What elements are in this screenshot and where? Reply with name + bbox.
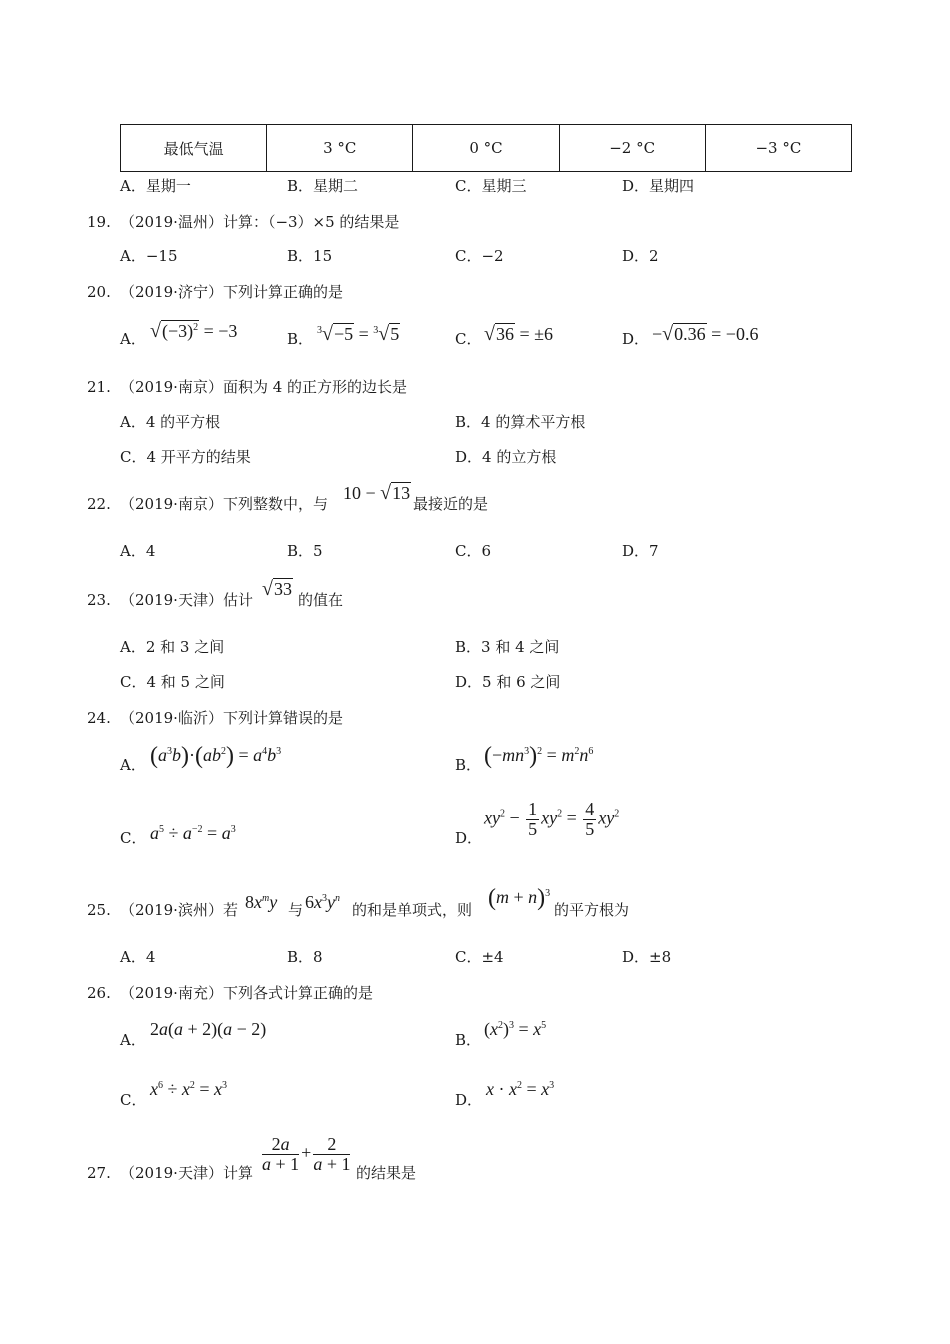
q20-label-b: B． [287, 330, 314, 348]
q25-option-a: A．4 [120, 948, 156, 966]
q27-formula: $\frac{2a}{a + 1}$ + $\frac{2}{a + 1}$ [262, 1134, 351, 1174]
table-row [121, 125, 852, 172]
q25-stem-d: 的平方根为 [554, 901, 630, 919]
q22-number: 22. [87, 495, 111, 513]
q23-option-a: A．2 和 3 之间 [120, 638, 225, 656]
q26-stem: （2019·南充）下列各式计算正确的是 [120, 984, 373, 1002]
q27-stem-b: 的结果是 [356, 1164, 417, 1182]
q24-formula-a: $(a^3b)\cdot(ab^2) = a^4b^3$ [150, 743, 282, 769]
q25-option-c: C．±4 [455, 948, 504, 966]
q24-label-b: B． [455, 756, 482, 774]
q24-formula-d: $xy^2$ − $\frac{1}{5}$ $xy^2$ = $\frac{4}{5}$ $xy^2$ [484, 799, 620, 839]
table-cell: −2 °C [559, 125, 705, 172]
q24-stem: （2019·临沂）下列计算错误的是 [120, 709, 343, 727]
q20-label-d: D． [622, 330, 650, 348]
q23-option-b: B．3 和 4 之间 [455, 638, 560, 656]
q25-stem-a: （2019·滨州）若 [120, 901, 238, 919]
q25-stem-c: 的和是单项式，则 [352, 901, 473, 919]
q25-formula-1: $8x^my$ [245, 892, 278, 912]
q26-formula-a: 2a(a + 2)(a − 2) [150, 1019, 267, 1039]
q24-formula-b: $(-mn^3)^2 = m^2n^6$ [484, 743, 594, 769]
q23-formula: √33 [262, 578, 292, 600]
temperature-table [120, 124, 852, 172]
q18-option-c: C．星期三 [455, 177, 527, 195]
q24-number: 24. [87, 709, 111, 727]
q19-number: 19. [87, 213, 111, 231]
q22-option-b: B．5 [287, 542, 323, 560]
q20-label-a: A． [120, 330, 146, 348]
q24-formula-c: $a^5 \div a^{-2} = a^3$ [150, 823, 236, 843]
q26-formula-d: $x \cdot x^2 = x^3$ [486, 1079, 555, 1099]
q20-number: 20. [87, 283, 111, 301]
q23-stem-after: 的值在 [298, 591, 344, 609]
q21-stem: （2019·南京）面积为 4 的正方形的边长是 [120, 378, 408, 396]
q23-option-d: D．5 和 6 之间 [455, 673, 561, 691]
q25-option-d: D．±8 [622, 948, 672, 966]
q20-stem: （2019·济宁）下列计算正确的是 [120, 283, 343, 301]
q21-option-a: A．4 的平方根 [120, 413, 221, 431]
q21-number: 21. [87, 378, 111, 396]
q25-formula-3: $(m + n)^3$ [488, 885, 551, 911]
q22-stem-before: （2019·南京）下列整数中，与 [120, 495, 328, 513]
q26-label-c: C． [120, 1091, 147, 1109]
q18-option-d: D．星期四 [622, 177, 695, 195]
q21-option-d: D．4 的立方根 [455, 448, 557, 466]
q19-option-d: D．2 [622, 247, 659, 265]
q26-label-a: A． [120, 1031, 146, 1049]
q25-option-b: B．8 [287, 948, 323, 966]
q26-label-b: B． [455, 1031, 482, 1049]
q22-option-a: A．4 [120, 542, 156, 560]
q22-option-d: D．7 [622, 542, 659, 560]
table-cell: 3 °C [267, 125, 413, 172]
table-cell: 0 °C [413, 125, 559, 172]
q26-formula-c: $x^6 \div x^2 = x^3$ [150, 1079, 228, 1099]
q24-label-c: C． [120, 829, 147, 847]
q22-stem-after: 最接近的是 [413, 495, 489, 513]
q23-stem-before: （2019·天津）估计 [120, 591, 253, 609]
q19-option-c: C．−2 [455, 247, 504, 265]
q25-formula-2: $6x^3y^n$ [305, 892, 340, 912]
q21-option-b: B．4 的算术平方根 [455, 413, 586, 431]
q19-stem: （2019·温州）计算：（−3）×5 的结果是 [120, 213, 400, 231]
q20-label-c: C． [455, 330, 482, 348]
table-cell: −3 °C [705, 125, 851, 172]
q18-option-b: B．星期二 [287, 177, 359, 195]
q20-formula-d: −√0.36 = −0.6 [652, 323, 759, 345]
q20-formula-b: $^3$√−5 = $^3$√5 [317, 323, 400, 345]
q25-number: 25. [87, 901, 111, 919]
table-cell: 最低气温 [121, 125, 267, 172]
q26-label-d: D． [455, 1091, 483, 1109]
q19-option-a: A．−15 [120, 247, 178, 265]
q25-stem-b: 与 [288, 901, 304, 919]
q20-formula-a: $√(-3)^2 = -3$ [150, 320, 238, 342]
q23-option-c: C．4 和 5 之间 [120, 673, 225, 691]
q24-label-d: D． [455, 829, 483, 847]
q22-option-c: C．6 [455, 542, 492, 560]
q24-label-a: A． [120, 756, 146, 774]
q23-number: 23. [87, 591, 111, 609]
q26-formula-b: $(x^2)^3 = x^5$ [484, 1019, 547, 1039]
q26-number: 26. [87, 984, 111, 1002]
q19-option-b: B．15 [287, 247, 333, 265]
q27-stem-a: （2019·天津）计算 [120, 1164, 253, 1182]
q22-formula: 10 − √13 [343, 482, 411, 504]
q20-formula-c: √36 = ±6 [484, 323, 554, 345]
q18-option-a: A．星期一 [120, 177, 191, 195]
q27-number: 27. [87, 1164, 111, 1182]
q21-option-c: C．4 开平方的结果 [120, 448, 251, 466]
